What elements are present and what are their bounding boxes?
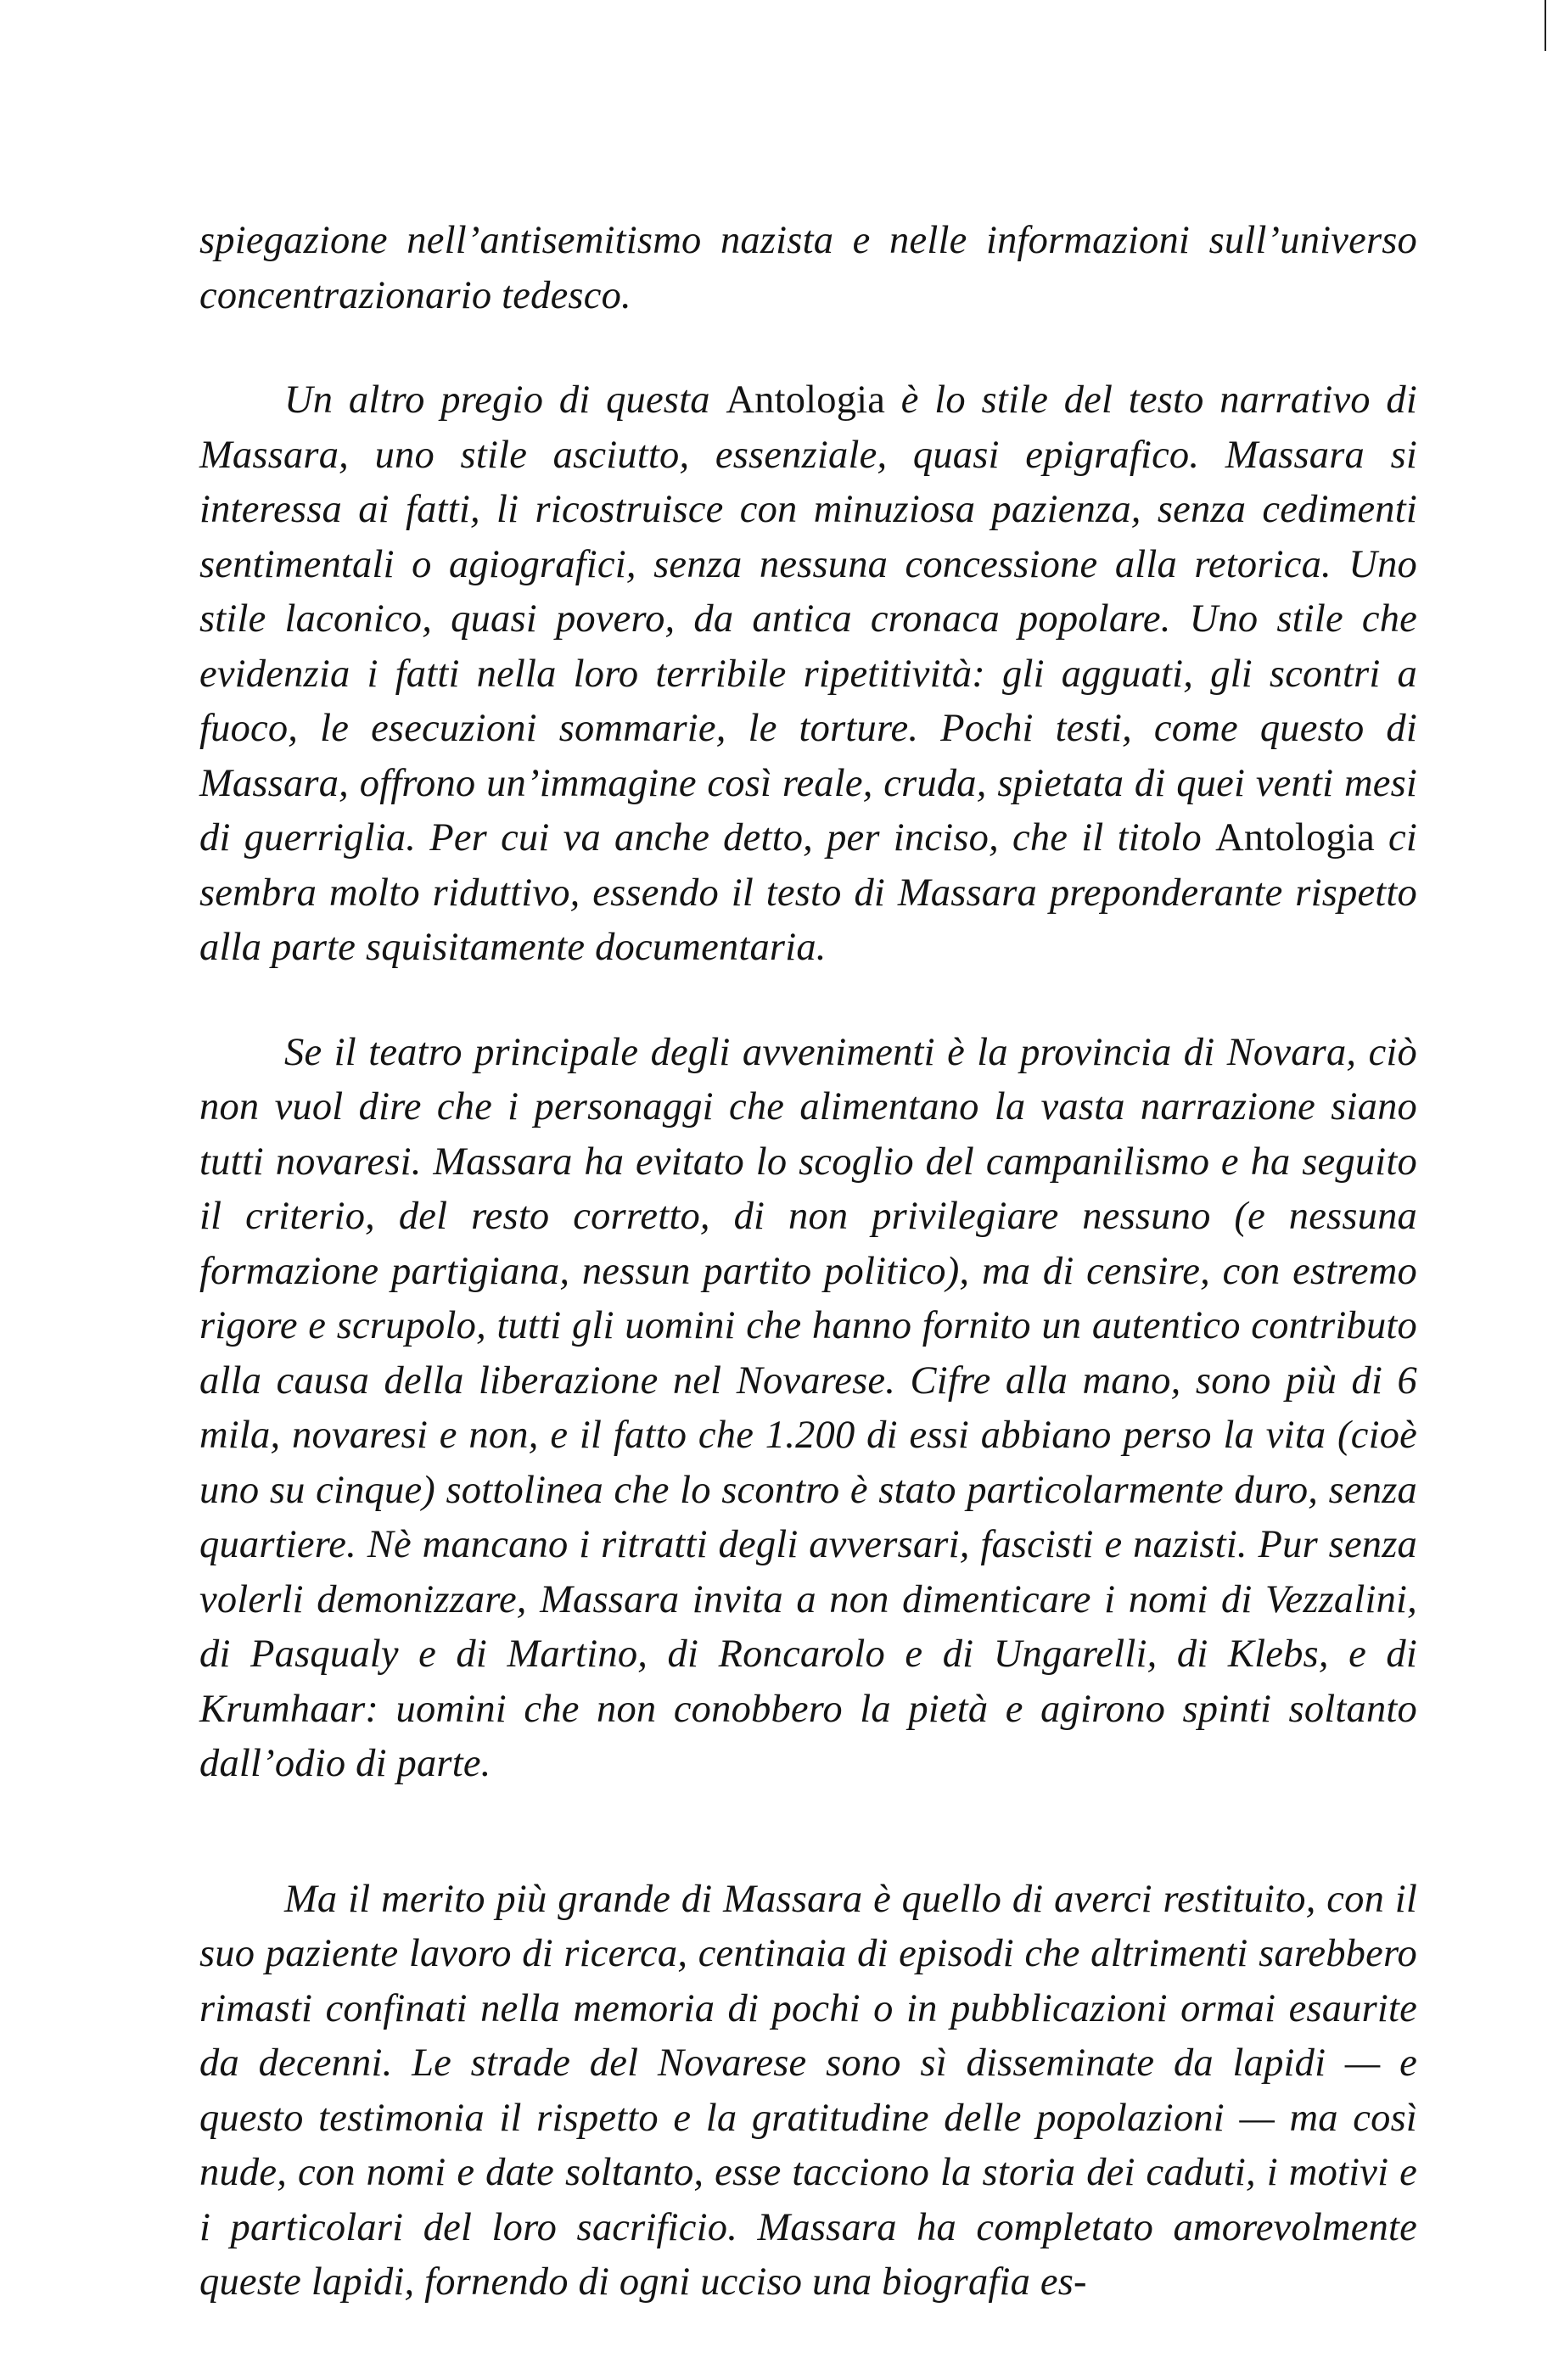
paragraph-merit — [199, 1873, 1417, 2310]
paragraph-text: Ma il merito più grande di Massara è quello di averci restituito, con il suo paziente lavoro di ricerca, centinaia di episodi che altrimenti sarebbero rimasti confinati nella memoria di pochi o in pubblicazioni ormai esaurite da decenni. Le strade del Novarese sono sì disseminate da lapidi — e questo testimonia il rispetto e la gratitudine delle popolazioni — ma così nude, con nomi e date soltanto, esse tacciono la storia dei caduti, i motivi e i particolari del loro sacrificio. Massara ha completato amorevolmente queste lapidi, fornendo di ogni ucciso una biografia es- — [199, 1877, 1417, 2304]
paragraph-text: è lo stile del testo narrativo di Massara, uno stile asciutto, essenziale, quasi epigrafico. Massara si interessa ai fatti, li ricostruisce con minuziosa pazienza, senza cedimenti sentimentali o agiografici, senza nessuna concessione alla retorica. Uno stile laconico, quasi povero, da antica cronaca popolare. Uno stile che evidenzia i fatti nella loro terribile ripetitività: gli agguati, gli scontri a fuoco, le esecuzioni sommarie, le torture. Pochi testi, come questo di Massara, offrono un’immagine così reale, cruda, spietata di quei venti mesi di guerriglia. Per cui va anche detto, per inciso, che il titolo — [199, 378, 1417, 860]
paragraph-style — [199, 373, 1417, 976]
paragraph-text: ci sembra molto riduttivo, essendo il testo di Massara preponderante rispetto alla parte squisitamente documentaria. — [199, 816, 1417, 969]
book-title-antologia: Antologia — [1215, 816, 1375, 860]
paragraph-text: Un altro pregio di questa — [284, 378, 726, 422]
paragraph-text: Se il teatro principale degli avvenimenti è la provincia di Novara, ciò non vuol dire che i personaggi che alimentano la vasta narrazione siano tutti novaresi. Massara ha evitato lo scoglio del campanilismo e ha seguito il criterio, del resto corretto, di non privilegiare nessuno (e nessuna formazione partigiana, nessun partito politico), ma di censire, con estremo rigore e scrupolo, tutti gli uomini che hanno fornito un autentico contributo alla causa della liberazione nel Novarese. Cifre alla mano, sono più di 6 mila, novaresi e non, e il fatto che 1.200 di essi abbiano perso la vita (cioè uno su cinque) sottolinea che lo scontro è stato particolarmente duro, senza quartiere. Nè mancano i ritratti degli avversari, fascisti e nazisti. Pur senza volerli demonizzare, Massara invita a non dimenticare i nomi di Vezzalini, di Pasqualy e di Martino, di Roncarolo e di Ungarelli, di Klebs, e di Krumhaar: uomini che non conobbero la pietà e agirono spinti soltanto dall’odio di parte. — [199, 1030, 1417, 1785]
page-body — [199, 214, 1417, 2310]
page-edge-line — [1545, 0, 1546, 51]
paragraph-text: spiegazione nell’antisemitismo nazista e nelle informazioni sull’universo concentrazionario tedesco. — [199, 219, 1417, 317]
paragraph-novara — [199, 1026, 1417, 1792]
paragraph-continuation — [199, 214, 1417, 323]
book-title-antologia: Antologia — [726, 378, 886, 422]
